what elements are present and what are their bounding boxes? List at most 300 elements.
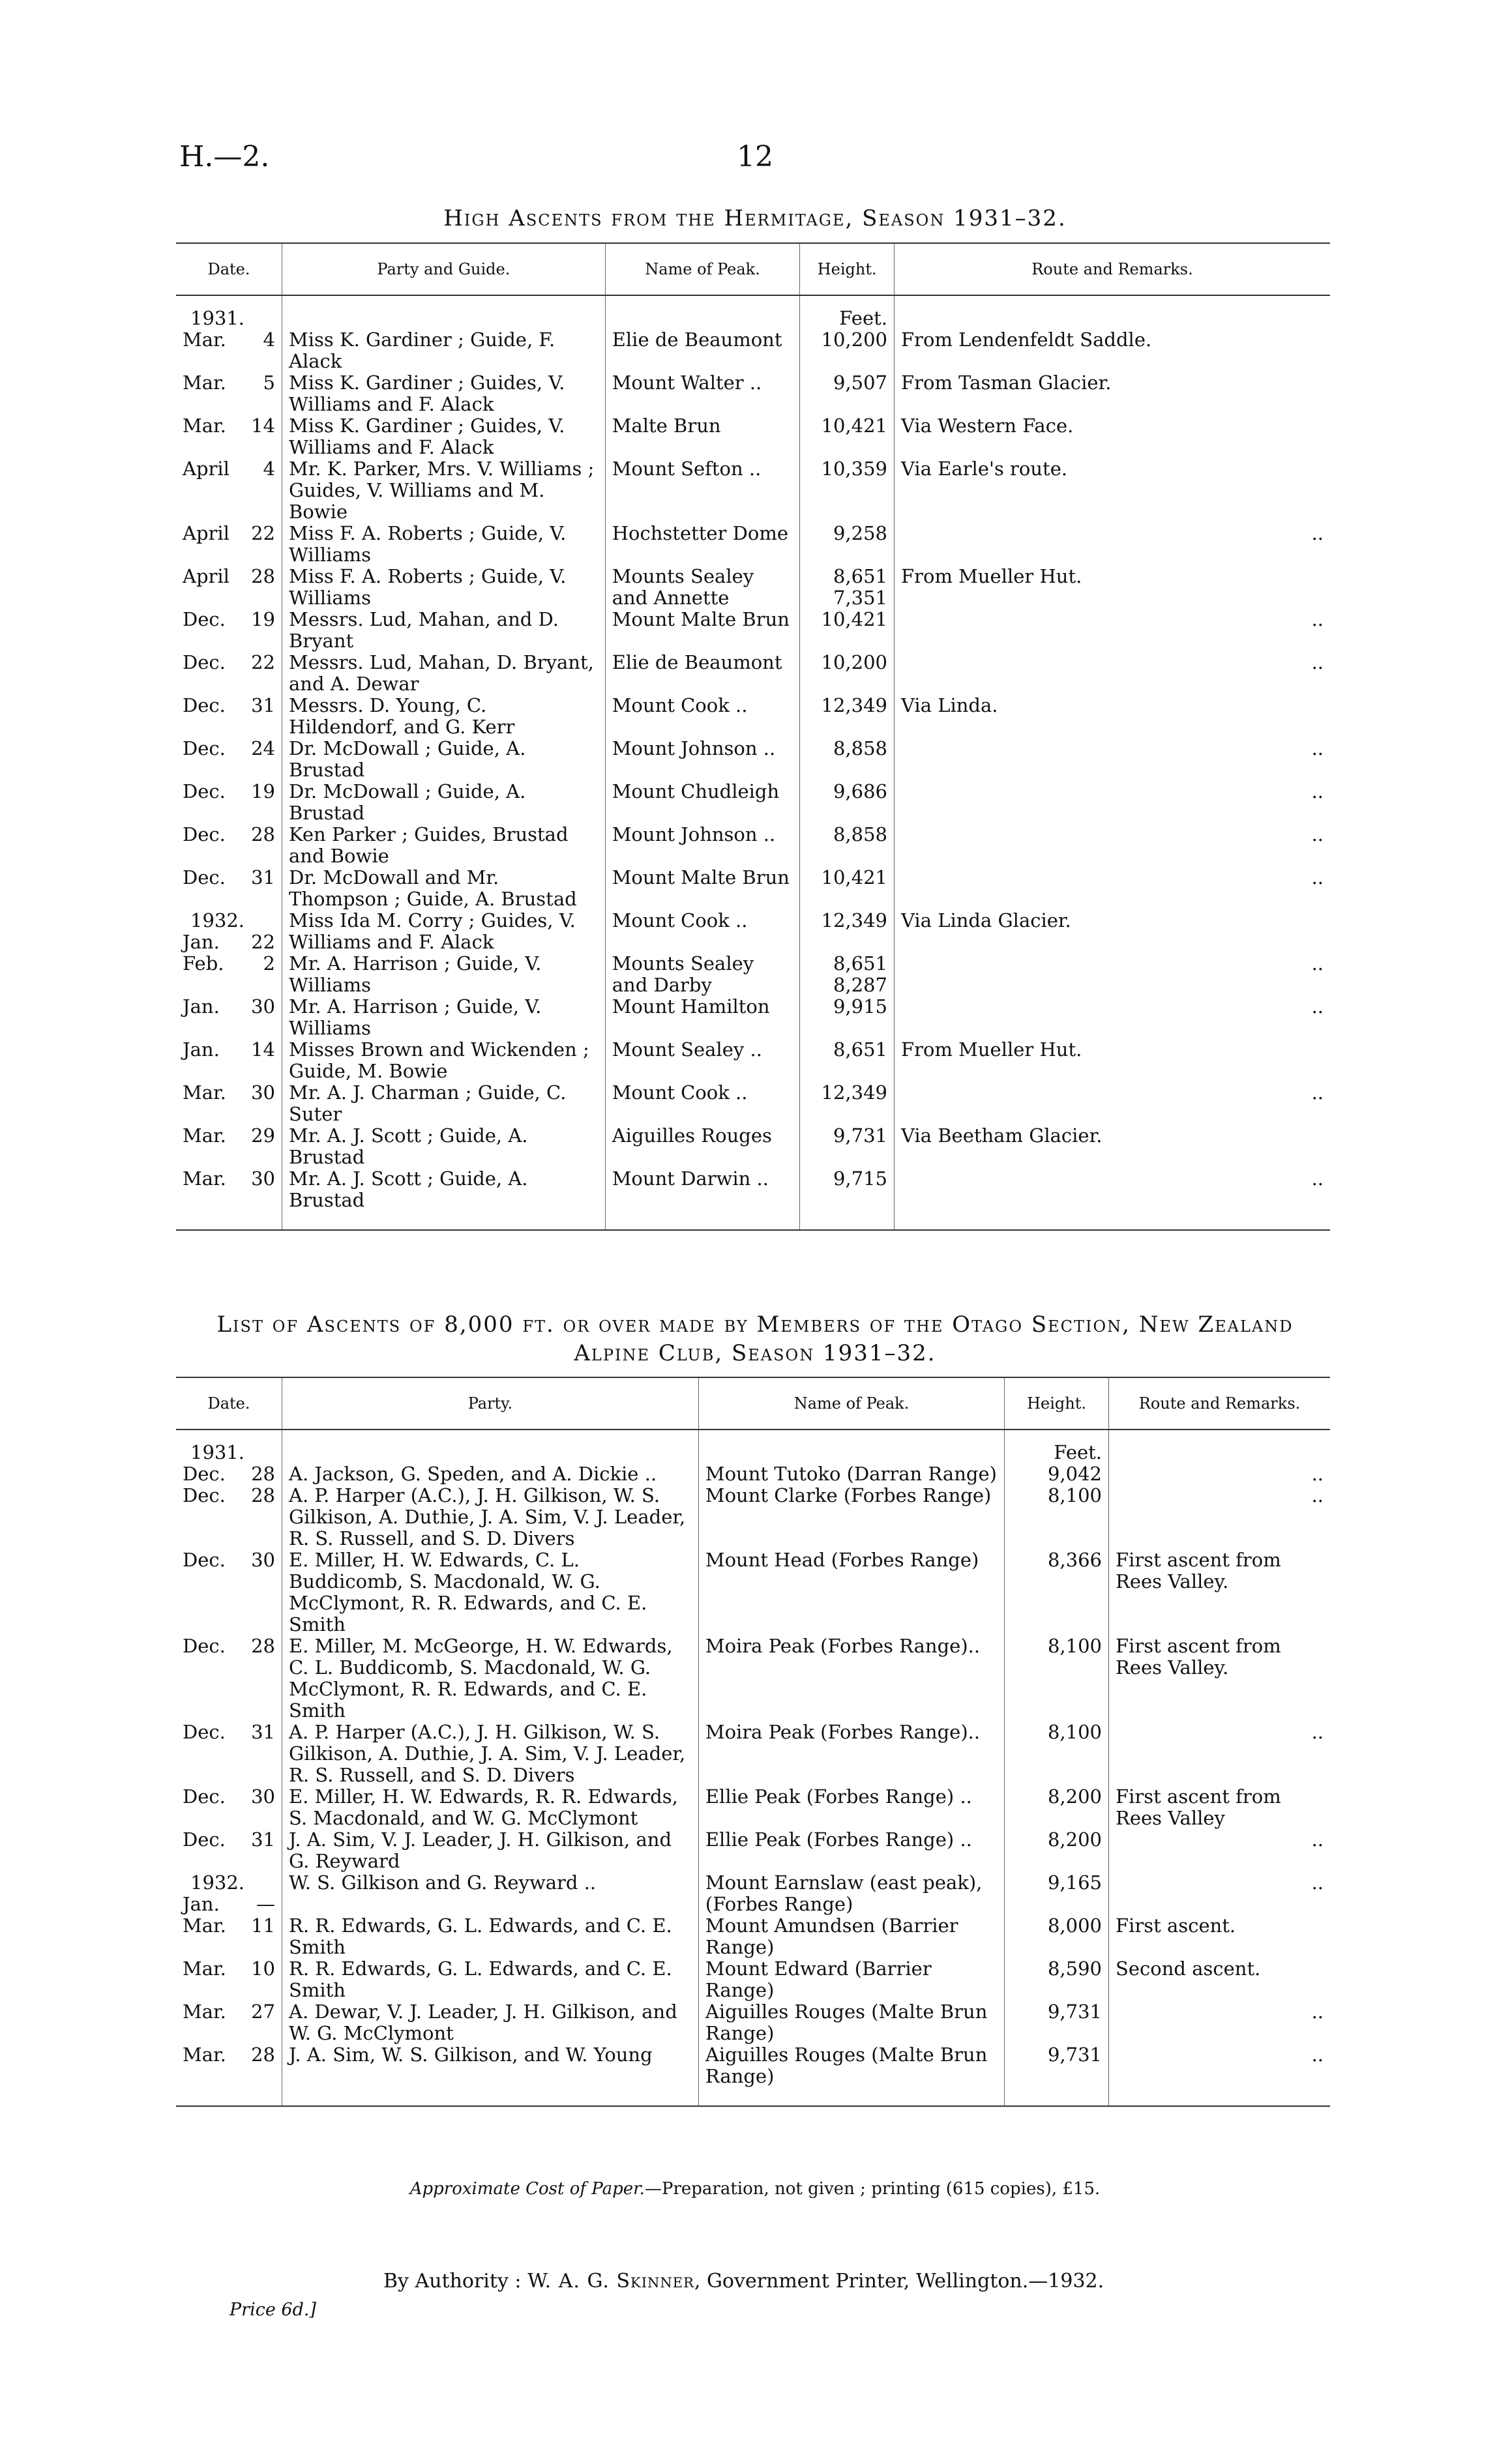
month: Mar. <box>183 1081 226 1104</box>
party-cell: Mr. A. J. Charman ; Guide, C. Suter <box>282 1082 606 1125</box>
authority-prefix: By Authority : <box>383 2270 522 2293</box>
date-cell <box>176 566 282 609</box>
remarks-cell: .. <box>1109 2044 1330 2106</box>
party-cell: Messrs. Lud, Mahan, D. Bryant, and A. Dewar <box>282 652 606 695</box>
party-cell: Miss K. Gardiner ; Guide, F. Alack <box>282 308 606 372</box>
date-cell <box>176 1958 282 2001</box>
month: Mar. <box>183 329 226 351</box>
height-value: 9,731 <box>833 1124 887 1147</box>
month-day <box>183 1124 275 1147</box>
col-header-party: Party. <box>282 1377 699 1430</box>
height-cell <box>1005 2044 1109 2106</box>
party-cell: Mr. A. Harrison ; Guide, V. Williams <box>282 953 606 996</box>
month-day <box>183 565 275 587</box>
month-day <box>183 694 275 716</box>
table-row <box>176 1829 1330 1872</box>
height-cell <box>800 1039 895 1082</box>
height-cell <box>800 652 895 695</box>
month-day <box>183 1549 275 1571</box>
day: 2 <box>263 952 275 975</box>
remarks-cell: .. <box>895 1082 1331 1125</box>
month-day <box>183 651 275 673</box>
month: Mar. <box>183 1914 226 1937</box>
party-cell: Dr. McDowall ; Guide, A. Brustad <box>282 738 606 781</box>
party-cell: A. Jackson, G. Speden, and A. Dickie .. <box>282 1442 699 1485</box>
month-day <box>183 780 275 802</box>
height-value: 8,651 <box>833 1038 887 1061</box>
table-row <box>176 1442 1330 1485</box>
table-row <box>176 1915 1330 1958</box>
height-value: 8,858 <box>833 823 887 845</box>
remarks-cell: .. <box>1109 1829 1330 1872</box>
month: Dec. <box>183 866 226 888</box>
month-day <box>183 372 275 394</box>
year-label: 1932. <box>190 909 245 931</box>
month-day <box>183 866 275 888</box>
height-cell <box>800 910 895 953</box>
height-value: 12,349 <box>821 694 887 716</box>
height-cell <box>800 609 895 652</box>
day: 31 <box>251 866 275 888</box>
table-row <box>176 781 1330 824</box>
month-day <box>183 1721 275 1743</box>
remarks-cell: .. <box>895 738 1331 781</box>
height-value: 8,200 <box>1047 1828 1103 1851</box>
height-cell <box>800 1082 895 1125</box>
date-cell <box>176 1039 282 1082</box>
height-value: 8,366 <box>1047 1549 1103 1571</box>
peak-cell: Mount Malte Brun <box>605 867 800 910</box>
date-cell <box>176 2044 282 2106</box>
peak-cell: Moira Peak (Forbes Range).. <box>698 1722 1004 1786</box>
date-cell <box>176 458 282 523</box>
month: Feb. <box>183 952 224 975</box>
month: Dec. <box>183 651 226 673</box>
day: 19 <box>251 608 275 630</box>
peak-cell: Mount Clarke (Forbes Range) <box>698 1485 1004 1549</box>
day: 14 <box>251 1038 275 1061</box>
remarks-cell: .. <box>895 996 1331 1039</box>
table-row <box>176 996 1330 1039</box>
height-cell <box>800 695 895 738</box>
table1-title: High Ascents from the Hermitage, Season 1931–32. <box>443 205 1067 231</box>
height-value: 9,915 <box>833 995 887 1018</box>
peak-cell: Mount Tutoko (Darran Range) <box>698 1442 1004 1485</box>
date-cell <box>176 1442 282 1485</box>
peak-cell: Elie de Beaumont <box>605 652 800 695</box>
page-number: 12 <box>737 140 773 173</box>
party-cell: Mr. A. Harrison ; Guide, V. Williams <box>282 996 606 1039</box>
party-cell: Miss K. Gardiner ; Guides, V. Williams and F. Alack <box>282 372 606 415</box>
month: Dec. <box>183 694 226 716</box>
date-cell <box>176 824 282 867</box>
table-row <box>176 415 1330 458</box>
party-cell: E. Miller, H. W. Edwards, C. L. Buddicomb, S. Macdonald, W. G. McClymont, R. R. Edwards, and C. E. Smith <box>282 1549 699 1635</box>
party-cell: Messrs. D. Young, C. Hildendorf, and G. Kerr <box>282 695 606 738</box>
month-day <box>183 1785 275 1808</box>
date-cell <box>176 609 282 652</box>
peak-cell: Hochstetter Dome <box>605 523 800 566</box>
col-header-peak: Name of Peak. <box>698 1377 1004 1430</box>
date-cell <box>176 1168 282 1230</box>
month-day <box>183 1893 275 1915</box>
remarks-cell: .. <box>895 523 1331 566</box>
month-day <box>183 608 275 630</box>
height-value: 9,731 <box>1047 2044 1103 2066</box>
height-value: 8,200 <box>1047 1785 1103 1808</box>
height-value: 9,165 <box>1047 1871 1103 1894</box>
day: 30 <box>251 1081 275 1104</box>
month-day <box>183 458 275 480</box>
peak-cell: Mount Earnslaw (east peak), (Forbes Range) <box>698 1872 1004 1915</box>
height-cell <box>800 824 895 867</box>
day: 31 <box>251 694 275 716</box>
party-cell: Dr. McDowall and Mr. Thompson ; Guide, A. Brustad <box>282 867 606 910</box>
col-header-party: Party and Guide. <box>282 243 606 295</box>
year-label: 1931. <box>190 307 245 329</box>
day: 28 <box>251 1463 275 1485</box>
month-day <box>183 1484 275 1506</box>
month: Dec. <box>183 1721 226 1743</box>
remarks-cell: Via Beetham Glacier. <box>895 1125 1331 1168</box>
height-value: 8,100 <box>1047 1721 1103 1743</box>
party-cell: Miss F. A. Roberts ; Guide, V. Williams <box>282 523 606 566</box>
party-cell: Messrs. Lud, Mahan, and D. Bryant <box>282 609 606 652</box>
height-cell <box>800 523 895 566</box>
remarks-cell: .. <box>895 1168 1331 1230</box>
remarks-cell: .. <box>1109 1872 1330 1915</box>
date-cell <box>176 1915 282 1958</box>
remarks-cell: .. <box>895 953 1331 996</box>
month: Mar. <box>183 415 226 437</box>
month: Jan. <box>183 931 220 953</box>
month-day <box>183 522 275 544</box>
day: 30 <box>251 1785 275 1808</box>
party-cell: J. A. Sim, V. J. Leader, J. H. Gilkison, and G. Reyward <box>282 1829 699 1872</box>
col-header-date: Date. <box>176 1377 282 1430</box>
peak-cell: Mount Cook .. <box>605 695 800 738</box>
remarks-cell: Via Linda. <box>895 695 1331 738</box>
party-cell: Mr. K. Parker, Mrs. V. Williams ; Guides, V. Williams and M. Bowie <box>282 458 606 523</box>
day: 24 <box>251 737 275 759</box>
month-day <box>183 823 275 845</box>
cost-label: Approximate Cost of Paper. <box>409 2179 645 2199</box>
month-day <box>183 1081 275 1104</box>
peak-cell: Mount Sealey .. <box>605 1039 800 1082</box>
peak-cell: Mount Cook .. <box>605 910 800 953</box>
remarks-cell: .. <box>895 609 1331 652</box>
table-row <box>176 2044 1330 2106</box>
table-row <box>176 1485 1330 1549</box>
party-cell: E. Miller, H. W. Edwards, R. R. Edwards, S. Macdonald, and W. G. McClymont <box>282 1786 699 1829</box>
month: Dec. <box>183 1785 226 1808</box>
height-cell <box>1005 1442 1109 1485</box>
party-cell: Dr. McDowall ; Guide, A. Brustad <box>282 781 606 824</box>
table2-header-row <box>176 1377 1330 1430</box>
day: 28 <box>251 1635 275 1657</box>
table-row <box>176 695 1330 738</box>
col-header-date: Date. <box>176 243 282 295</box>
day: 4 <box>263 329 275 351</box>
cost-note <box>0 2179 1510 2199</box>
height-cell <box>800 953 895 996</box>
height-cell <box>1005 1958 1109 2001</box>
peak-cell: Mount Head (Forbes Range) <box>698 1549 1004 1635</box>
party-cell: A. P. Harper (A.C.), J. H. Gilkison, W. S. Gilkison, A. Duthie, J. A. Sim, V. J. Leader, R. S. Russell, and S. D. Divers <box>282 1485 699 1549</box>
peak-cell: Mount Johnson .. <box>605 824 800 867</box>
month-day <box>183 1463 275 1485</box>
height-value: 8,590 <box>1047 1958 1103 1980</box>
month: Dec. <box>183 1463 226 1485</box>
date-cell <box>176 372 282 415</box>
cost-text: —Preparation, not given ; printing (615 copies), £15. <box>644 2179 1101 2199</box>
day: 31 <box>251 1721 275 1743</box>
remarks-cell: Second ascent. <box>1109 1958 1330 2001</box>
height-cell <box>800 566 895 609</box>
col-header-height: Height. <box>1005 1377 1109 1430</box>
day: 22 <box>251 931 275 953</box>
party-cell: Miss Ida M. Corry ; Guides, V. Williams and F. Alack <box>282 910 606 953</box>
table2-title-line2: Alpine Club, Season 1931–32. <box>574 1340 936 1366</box>
year-label: 1931. <box>190 1441 245 1463</box>
peak-cell: Mount Darwin .. <box>605 1168 800 1230</box>
height-cell <box>1005 1485 1109 1549</box>
date-cell <box>176 781 282 824</box>
height-value: 9,507 <box>833 372 887 394</box>
date-cell <box>176 1485 282 1549</box>
month-day <box>183 415 275 437</box>
col-header-remarks: Route and Remarks. <box>1109 1377 1330 1430</box>
price-note: Price 6d.] <box>229 2300 316 2320</box>
day: 29 <box>251 1124 275 1147</box>
month: April <box>183 565 229 587</box>
height-cell <box>800 867 895 910</box>
peak-cell: Ellie Peak (Forbes Range) .. <box>698 1786 1004 1829</box>
date-cell <box>176 695 282 738</box>
height-value: 10,359 <box>821 458 887 480</box>
peak-cell: Mount Johnson .. <box>605 738 800 781</box>
peak-cell: Elie de Beaumont <box>605 308 800 372</box>
remarks-cell: .. <box>1109 1442 1330 1485</box>
date-cell <box>176 867 282 910</box>
month: Dec. <box>183 1484 226 1506</box>
remarks-cell: .. <box>895 867 1331 910</box>
table-row <box>176 566 1330 609</box>
date-cell <box>176 1786 282 1829</box>
table-row <box>176 1872 1330 1915</box>
table-row <box>176 953 1330 996</box>
peak-cell: Mount Chudleigh <box>605 781 800 824</box>
day: 30 <box>251 1167 275 1190</box>
month: April <box>183 522 229 544</box>
table-row <box>176 824 1330 867</box>
date-cell <box>176 996 282 1039</box>
peak-cell: Malte Brun <box>605 415 800 458</box>
month: Dec. <box>183 1549 226 1571</box>
month-day <box>183 329 275 351</box>
peak-cell: Moira Peak (Forbes Range).. <box>698 1635 1004 1722</box>
peak-cell: Mount Hamilton <box>605 996 800 1039</box>
table-row <box>176 1722 1330 1786</box>
units-label: Feet. <box>839 307 887 329</box>
day: 31 <box>251 1828 275 1851</box>
col-header-peak: Name of Peak. <box>605 243 800 295</box>
peak-cell: Mount Sefton .. <box>605 458 800 523</box>
peak-cell: Mount Cook .. <box>605 1082 800 1125</box>
document-reference: H.—2. <box>179 140 270 173</box>
spacer-row <box>176 1430 1330 1442</box>
height-value: 10,200 <box>821 651 887 673</box>
party-cell: Ken Parker ; Guides, Brustad and Bowie <box>282 824 606 867</box>
remarks-cell: First ascent from Rees Valley <box>1109 1786 1330 1829</box>
date-cell <box>176 953 282 996</box>
day: 30 <box>251 995 275 1018</box>
party-cell: R. R. Edwards, G. L. Edwards, and C. E. Smith <box>282 1958 699 2001</box>
height-value: 12,349 <box>821 909 887 931</box>
remarks-cell: .. <box>895 652 1331 695</box>
table2-title <box>0 1310 1510 1368</box>
month: Dec. <box>183 1828 226 1851</box>
remarks-cell: .. <box>895 824 1331 867</box>
height-value: 10,421 <box>821 415 887 437</box>
month: Mar. <box>183 2001 226 2023</box>
day: 22 <box>251 651 275 673</box>
remarks-cell: From Mueller Hut. <box>895 566 1331 609</box>
party-cell: Misses Brown and Wickenden ; Guide, M. Bowie <box>282 1039 606 1082</box>
height-cell <box>1005 1915 1109 1958</box>
month: Dec. <box>183 608 226 630</box>
month: Dec. <box>183 780 226 802</box>
date-cell <box>176 652 282 695</box>
height-cell <box>1005 1635 1109 1722</box>
remarks-cell: From Mueller Hut. <box>895 1039 1331 1082</box>
party-cell: Mr. A. J. Scott ; Guide, A. Brustad <box>282 1168 606 1230</box>
month-day <box>183 931 275 953</box>
peak-cell: Aiguilles Rouges (Malte Brun Range) <box>698 2044 1004 2106</box>
month: Mar. <box>183 1124 226 1147</box>
day: 28 <box>251 1484 275 1506</box>
day: 27 <box>251 2001 275 2023</box>
day: — <box>256 1893 275 1915</box>
remarks-cell: Via Linda Glacier. <box>895 910 1331 953</box>
authority-suffix: , Government Printer, Wellington.—1932. <box>694 2270 1104 2293</box>
month-day <box>183 952 275 975</box>
month-day <box>183 1167 275 1190</box>
remarks-cell: First ascent. <box>1109 1915 1330 1958</box>
date-cell <box>176 1549 282 1635</box>
month: April <box>183 458 229 480</box>
table-row <box>176 1039 1330 1082</box>
day: 4 <box>263 458 275 480</box>
month-day <box>183 1635 275 1657</box>
remarks-cell: .. <box>1109 2001 1330 2044</box>
height-cell <box>1005 1786 1109 1829</box>
table-row <box>176 372 1330 415</box>
date-cell <box>176 1829 282 1872</box>
day: 22 <box>251 522 275 544</box>
date-cell <box>176 1125 282 1168</box>
peak-cell: Mounts Sealey and Darby <box>605 953 800 996</box>
authority-name: W. A. G. Skinner <box>527 2270 694 2293</box>
height-value: 9,731 <box>1047 2001 1103 2023</box>
party-cell: Mr. A. J. Scott ; Guide, A. Brustad <box>282 1125 606 1168</box>
table-row <box>176 458 1330 523</box>
table1-header-row <box>176 243 1330 295</box>
date-cell <box>176 415 282 458</box>
col-header-remarks: Route and Remarks. <box>895 243 1331 295</box>
remarks-cell: From Lendenfeldt Saddle. <box>895 308 1331 372</box>
height-cell <box>800 458 895 523</box>
day: 30 <box>251 1549 275 1571</box>
month: Mar. <box>183 1167 226 1190</box>
table-row <box>176 308 1330 372</box>
party-cell: Miss K. Gardiner ; Guides, V. Williams and F. Alack <box>282 415 606 458</box>
spacer-row <box>176 295 1330 308</box>
peak-cell: Mount Walter .. <box>605 372 800 415</box>
table-row <box>176 910 1330 953</box>
height-value: 8,651 7,351 <box>833 565 887 609</box>
month: Mar. <box>183 372 226 394</box>
date-cell <box>176 1872 282 1915</box>
date-cell <box>176 523 282 566</box>
month-day <box>183 1038 275 1061</box>
remarks-cell: Via Western Face. <box>895 415 1331 458</box>
date-cell <box>176 738 282 781</box>
month: Jan. <box>183 995 220 1018</box>
month-day <box>183 2044 275 2066</box>
peak-cell: Aiguilles Rouges (Malte Brun Range) <box>698 2001 1004 2044</box>
date-cell <box>176 1082 282 1125</box>
day: 5 <box>263 372 275 394</box>
height-value: 9,686 <box>833 780 887 802</box>
height-cell <box>800 1168 895 1230</box>
month-day <box>183 737 275 759</box>
party-cell: E. Miller, M. McGeorge, H. W. Edwards, C. L. Buddicomb, S. Macdonald, W. G. McClymont, R. R. Edwards, and C. E. Smith <box>282 1635 699 1722</box>
month-day <box>183 1828 275 1851</box>
party-cell: R. R. Edwards, G. L. Edwards, and C. E. Smith <box>282 1915 699 1958</box>
height-value: 8,651 8,287 <box>833 952 887 996</box>
height-cell <box>1005 1872 1109 1915</box>
month-day <box>183 2001 275 2023</box>
date-cell <box>176 1722 282 1786</box>
remarks-cell: Via Earle's route. <box>895 458 1331 523</box>
table-row <box>176 523 1330 566</box>
month: Dec. <box>183 737 226 759</box>
day: 28 <box>251 2044 275 2066</box>
day: 11 <box>251 1914 275 1937</box>
hermitage-ascents-table <box>176 242 1330 1231</box>
height-value: 9,715 <box>833 1167 887 1190</box>
day: 19 <box>251 780 275 802</box>
table-row <box>176 652 1330 695</box>
month: Jan. <box>183 1038 220 1061</box>
peak-cell: Ellie Peak (Forbes Range) .. <box>698 1829 1004 1872</box>
remarks-cell: .. <box>895 781 1331 824</box>
peak-cell: Aiguilles Rouges <box>605 1125 800 1168</box>
peak-cell: Mounts Sealey and Annette <box>605 566 800 609</box>
remarks-cell: From Tasman Glacier. <box>895 372 1331 415</box>
height-cell <box>800 372 895 415</box>
table-row <box>176 1549 1330 1635</box>
peak-cell: Mount Malte Brun <box>605 609 800 652</box>
remarks-cell: .. <box>1109 1722 1330 1786</box>
height-value: 8,100 <box>1047 1635 1103 1657</box>
peak-cell: Mount Edward (Barrier Range) <box>698 1958 1004 2001</box>
height-cell <box>800 415 895 458</box>
col-header-height: Height. <box>800 243 895 295</box>
height-cell <box>1005 1722 1109 1786</box>
height-cell <box>800 738 895 781</box>
